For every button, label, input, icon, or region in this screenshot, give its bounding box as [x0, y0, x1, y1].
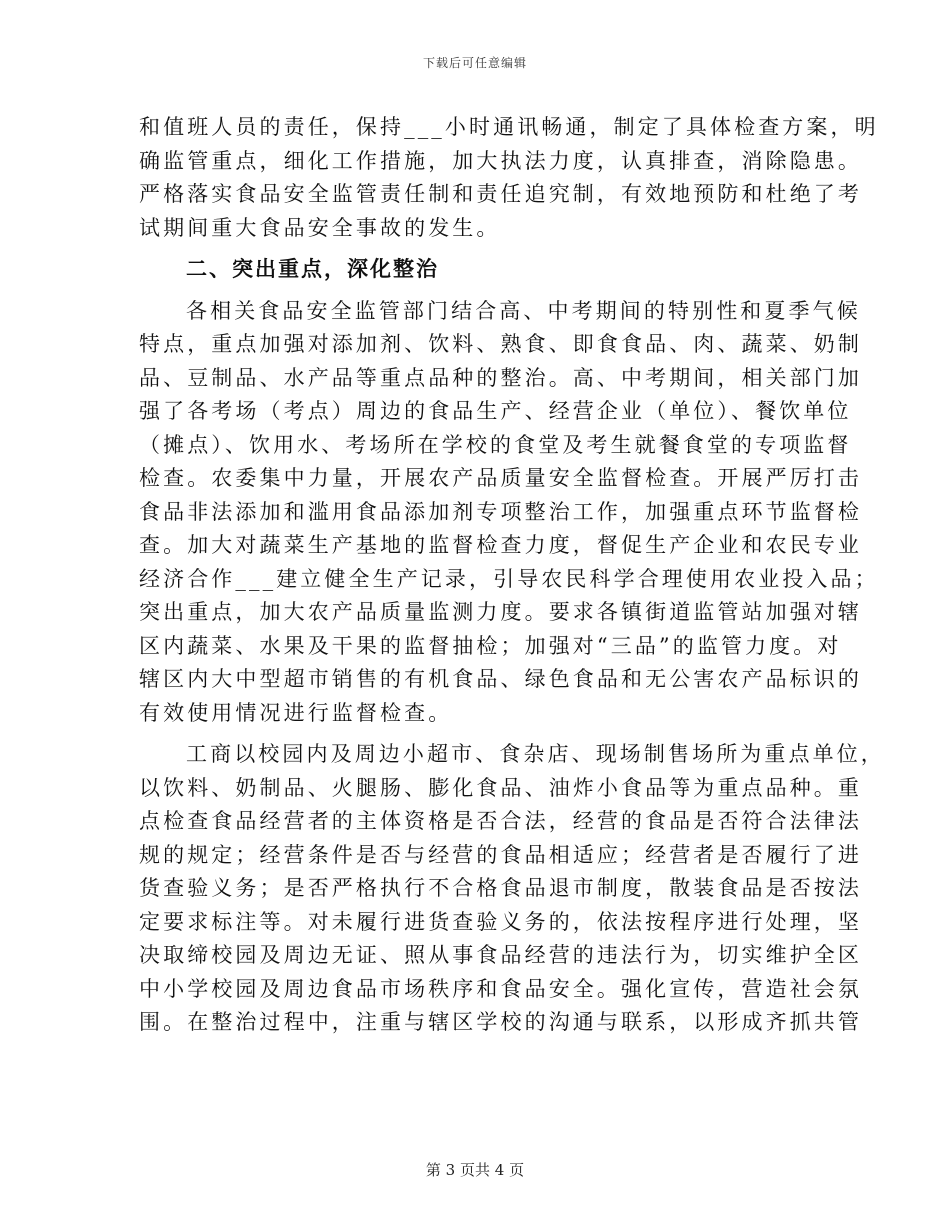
text-line: 货查验义务；是否严格执行不合格食品退市制度，散装食品是否按法	[139, 876, 862, 900]
text-line: 品、豆制品、水产品等重点品种的整治。高、中考期间，相关部门加	[139, 365, 862, 390]
text-line: 特点，重点加强对添加剂、饮料、熟食、即食食品、肉、蔬菜、奶制	[139, 332, 862, 356]
section-heading: 二、突出重点，深化整治	[186, 257, 439, 281]
text-line: 严格落实食品安全监管责任制和责任追究制，有效地预防和杜绝了考	[139, 182, 862, 206]
text-line: 围。在整治过程中，注重与辖区学校的沟通与联系，以形成齐抓共管	[139, 1010, 862, 1034]
text-line: 辖区内大中型超市销售的有机食品、绿色食品和无公害农产品标识的	[139, 667, 862, 691]
paragraph-2	[139, 295, 879, 731]
paragraph-1	[139, 111, 879, 245]
text-line: 有效使用情况进行监督检查。	[139, 700, 453, 725]
paragraph-gap	[139, 730, 807, 738]
page-header: 下载后可任意编辑	[422, 56, 527, 70]
text-line: 确监管重点，细化工作措施，加大执法力度，认真排查，消除隐患。	[139, 148, 862, 173]
text-line: 定要求标注等。对未履行进货查验义务的，依法按程序进行处理，坚	[139, 909, 862, 934]
text-line: 强了各考场（考点）周边的食品生产、经营企业（单位）、餐饮单位	[139, 399, 852, 423]
text-line: 决取缔校园及周边无证、照从事食品经营的违法行为，切实维护全区	[139, 943, 862, 967]
text-line: 规的规定；经营条件是否与经营的食品相适应；经营者是否履行了进	[139, 842, 862, 867]
text-line: 查。加大对蔬菜生产基地的监督检查力度，督促生产企业和农民专业	[139, 533, 862, 557]
text-line: 点检查食品经营者的主体资格是否合法，经营的食品是否符合法律法	[139, 809, 862, 833]
text-line: 试期间重大食品安全事故的发生。	[139, 215, 501, 240]
paragraph-gap	[139, 287, 807, 295]
document-body	[139, 111, 885, 1040]
text-line: 区内蔬菜、水果及干果的监督抽检；加强对“三品”的监管力度。对	[139, 633, 842, 658]
text-line: 检查。农委集中力量，开展农产品质量安全监督检查。开展严厉打击	[139, 466, 862, 490]
text-line: 中小学校园及周边食品市场秩序和食品安全。强化宣传，营造社会氛	[139, 976, 862, 1001]
paragraph-gap	[139, 245, 807, 253]
text-line: 和值班人员的责任，保持___小时通讯畅通，制定了具体检查方案，明	[139, 115, 879, 139]
text-line: （摊点）、饮用水、考场所在学校的食堂及考生就餐食堂的专项监督	[139, 432, 852, 457]
text-line: 食品非法添加和滥用食品添加剂专项整治工作，加强重点环节监督检	[139, 499, 862, 524]
text-line: 以饮料、奶制品、火腿肠、膨化食品、油炸小食品等为重点品种。重	[139, 775, 862, 800]
text-line: 突出重点，加大农产品质量监测力度。要求各镇街道监管站加强对辖	[139, 600, 862, 624]
text-line: 各相关食品安全监管部门结合高、中考期间的特别性和夏季气候	[186, 298, 861, 323]
paragraph-3	[139, 738, 885, 1040]
text-line: 工商以校园内及周边小超市、食杂店、现场制售场所为重点单位，	[186, 742, 885, 766]
text-line: 经济合作___建立健全生产记录，引导农民科学合理使用农业投入品；	[139, 566, 879, 591]
page-footer: 第 3 页共 4 页	[425, 1161, 525, 1179]
